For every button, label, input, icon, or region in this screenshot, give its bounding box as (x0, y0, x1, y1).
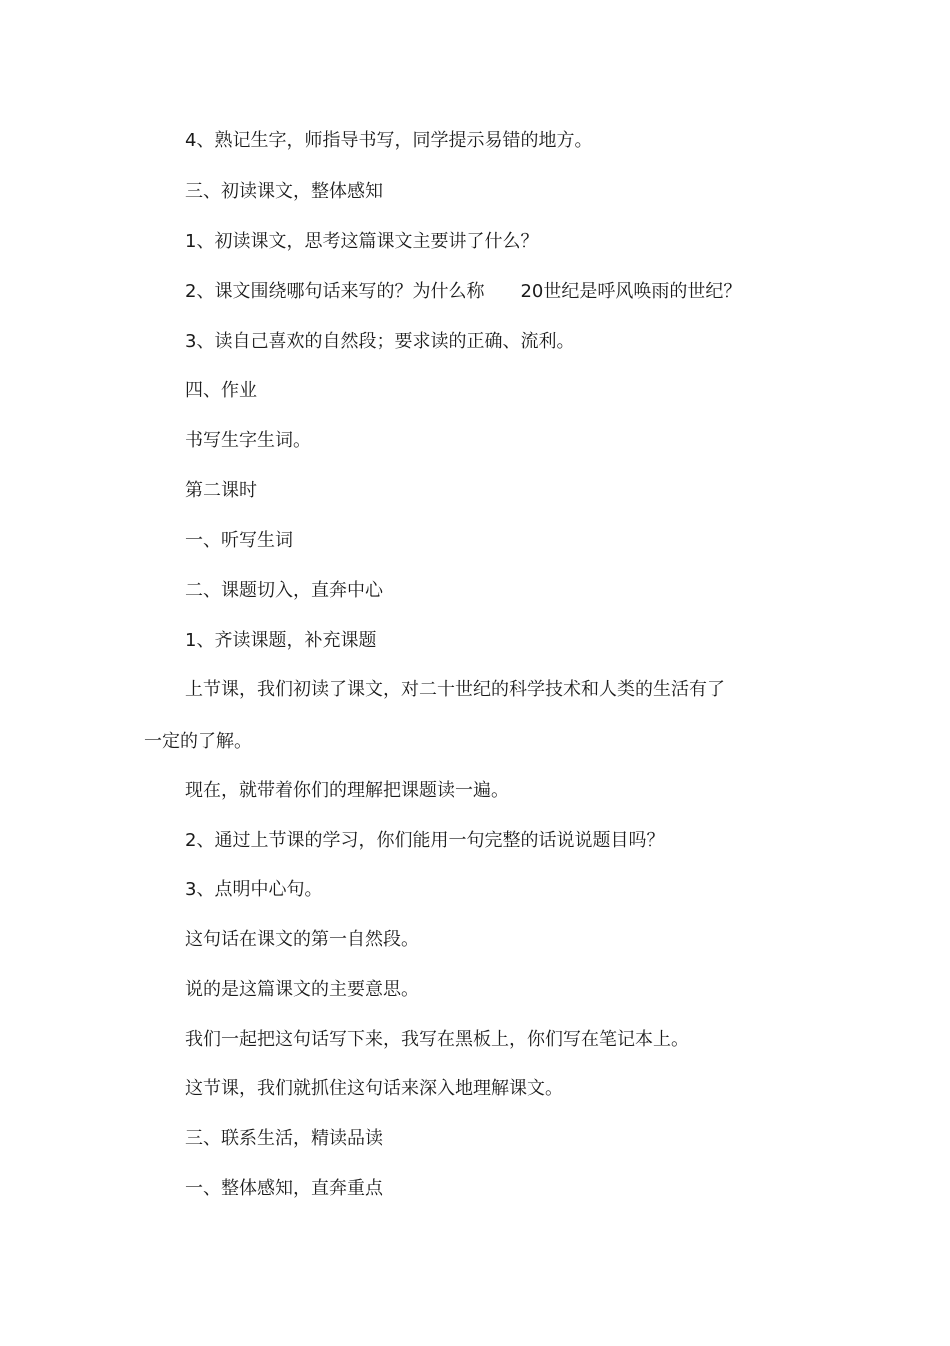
section-heading: 一、听写生词 (185, 530, 293, 551)
text-line: 现在，就带着你们的理解把课题读一遍。 (185, 780, 509, 801)
section-heading: 三、初读课文，整体感知 (185, 181, 383, 202)
section-heading: 二、课题切入，直奔中心 (185, 580, 383, 601)
text-line: 书写生字生词。 (185, 430, 311, 451)
text-line: 我们一起把这句话写下来，我写在黑板上，你们写在笔记本上。 (185, 1029, 689, 1050)
section-heading: 三、联系生活，精读品读 (185, 1128, 383, 1149)
text-line: 1、初读课文，思考这篇课文主要讲了什么？ (185, 231, 539, 252)
text-line: 这句话在课文的第一自然段。 (185, 929, 419, 950)
lesson-heading: 第二课时 (185, 480, 257, 501)
text-line-part: 20世纪是呼风唤雨的世纪？ (520, 281, 742, 302)
text-line: 4、熟记生字，师指导书写，同学提示易错的地方。 (185, 130, 593, 151)
text-line: 3、读自己喜欢的自然段；要求读的正确、流利。 (185, 331, 575, 352)
text-line: 1、齐读课题，补充课题 (185, 630, 377, 651)
text-line-part: 2、课文围绕哪句话来写的？为什么称 (185, 281, 485, 302)
text-line: 这节课，我们就抓住这句话来深入地理解课文。 (185, 1078, 563, 1099)
text-line: 说的是这篇课文的主要意思。 (185, 979, 419, 1000)
text-line: 3、点明中心句。 (185, 879, 323, 900)
section-heading: 四、作业 (185, 380, 257, 401)
text-line (185, 280, 741, 304)
text-line: 2、通过上节课的学习，你们能用一句完整的话说说题目吗？ (185, 830, 665, 851)
section-heading: 一、整体感知，直奔重点 (185, 1178, 383, 1199)
text-line: 一定的了解。 (144, 731, 252, 752)
text-line: 上节课，我们初读了课文，对二十世纪的科学技术和人类的生活有了 (185, 679, 725, 700)
